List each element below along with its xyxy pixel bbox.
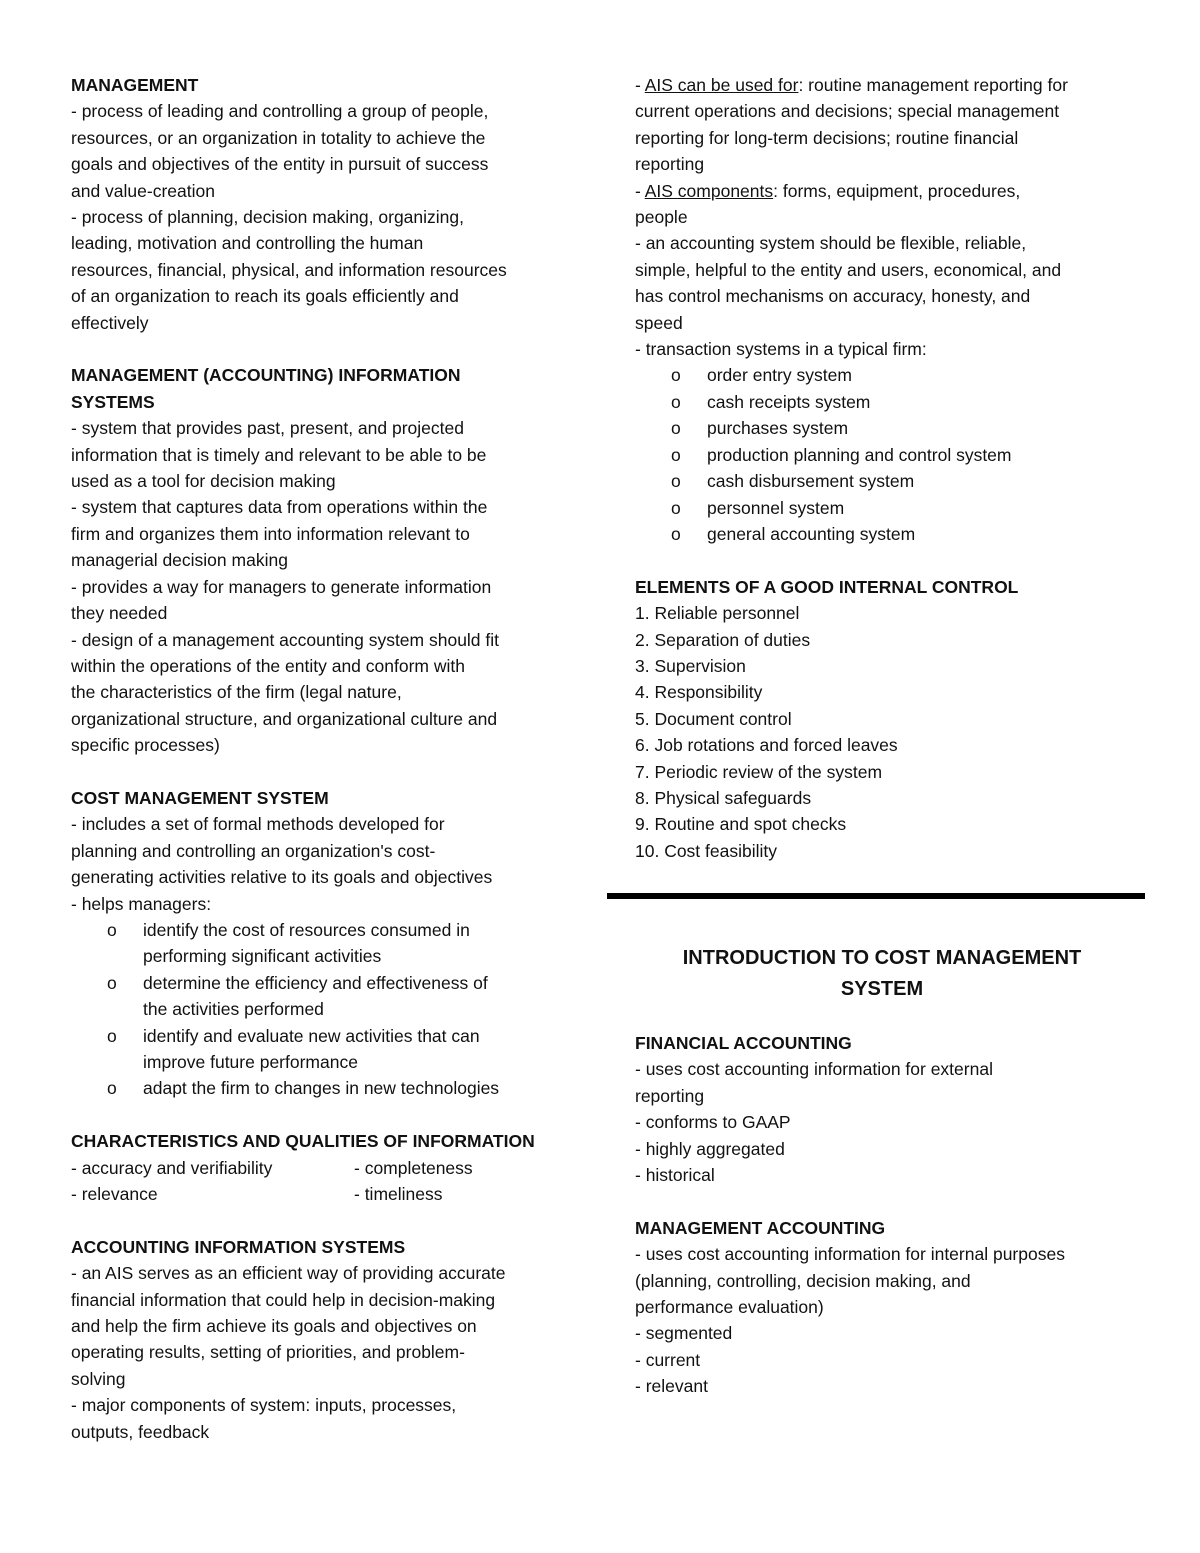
- text-line: and help the firm achieve its goals and objectives on: [71, 1316, 477, 1337]
- section-heading: SYSTEMS: [71, 391, 155, 412]
- bullet-item: [71, 1075, 581, 1101]
- section-heading: MANAGEMENT ACCOUNTING: [635, 1217, 886, 1238]
- bullet-marker: o: [671, 391, 681, 412]
- text-line: within the operations of the entity and conform with: [71, 655, 465, 676]
- bullet-marker: o: [671, 471, 681, 492]
- text-line: outputs, feedback: [71, 1421, 210, 1442]
- bullet-text: improve future performance: [143, 1052, 358, 1072]
- bullet-item: [71, 1023, 581, 1076]
- text-line: organizational structure, and organizational culture and: [71, 708, 498, 729]
- text-line: used as a tool for decision making: [71, 471, 336, 492]
- bullet-item: [71, 970, 581, 1023]
- bullet-item: [635, 415, 1155, 441]
- list-item: 5. Document control: [635, 708, 792, 729]
- text-fragment: : routine management reporting for: [798, 75, 1068, 95]
- bullet-item: [71, 917, 581, 970]
- list-item: 9. Routine and spot checks: [635, 814, 847, 835]
- title-line: SYSTEM: [840, 978, 924, 1000]
- text-line: financial information that could help in decision-making: [71, 1289, 496, 1310]
- text-line: - major components of system: inputs, processes,: [71, 1395, 457, 1416]
- text-line: the characteristics of the firm (legal nature,: [71, 682, 402, 703]
- text-line: of an organization to reach its goals efficiently and: [71, 286, 459, 307]
- list-item: 6. Job rotations and forced leaves: [635, 735, 898, 756]
- financial-accounting-section: [635, 1030, 1155, 1188]
- text-line: they needed: [71, 603, 168, 624]
- underlined-label: AIS components: [644, 180, 774, 201]
- text-line: - process of leading and controlling a group of people,: [71, 101, 489, 122]
- quality-item: - completeness: [354, 1157, 473, 1178]
- text-line: information that is timely and relevant to be able to be: [71, 444, 487, 465]
- bullet-marker: o: [671, 418, 681, 439]
- quality-item: - timeliness: [354, 1184, 443, 1205]
- text-line: resources, or an organization in totality to achieve the: [71, 127, 486, 148]
- right-column: [635, 72, 1155, 864]
- text-line: - historical: [635, 1165, 715, 1186]
- text-line: - relevant: [635, 1376, 708, 1397]
- list-item: 1. Reliable personnel: [635, 603, 800, 624]
- text-line: planning and controlling an organization's cost-: [71, 840, 436, 861]
- text-line: speed: [635, 312, 683, 333]
- text-line: - an AIS serves as an efficient way of providing accurate: [71, 1263, 506, 1284]
- text-line: people: [635, 207, 688, 228]
- text-line: and value-creation: [71, 180, 215, 201]
- bullet-item: [635, 442, 1155, 468]
- section-heading: MANAGEMENT (ACCOUNTING) INFORMATION: [71, 365, 461, 386]
- quality-row: [71, 1181, 581, 1207]
- text-line: simple, helpful to the entity and users, economical, and: [635, 259, 1062, 280]
- quality-item: - relevance: [71, 1184, 158, 1205]
- text-line: generating activities relative to its goals and objectives: [71, 867, 493, 888]
- text-line: - uses cost accounting information for internal purposes: [635, 1244, 1065, 1265]
- text-line: - conforms to GAAP: [635, 1112, 791, 1133]
- text-line: - an accounting system should be flexible, reliable,: [635, 233, 1027, 254]
- section-heading: FINANCIAL ACCOUNTING: [635, 1033, 852, 1053]
- left-column: [71, 72, 581, 1445]
- text-line: - uses cost accounting information for external: [635, 1059, 993, 1080]
- bullet-marker: o: [107, 972, 117, 993]
- section-heading: MANAGEMENT: [71, 75, 199, 95]
- text-line: managerial decision making: [71, 550, 288, 571]
- section-divider: [607, 893, 1145, 899]
- text-line: - transaction systems in a typical firm:: [635, 339, 927, 360]
- text-line: [635, 72, 1155, 98]
- bullet-text: production planning and control system: [707, 444, 1012, 465]
- bullet-text: performing significant activities: [143, 946, 382, 967]
- bullet-text: the activities performed: [143, 999, 324, 1020]
- bullet-text: adapt the firm to changes in new technologies: [143, 1078, 500, 1099]
- list-item: 3. Supervision: [635, 655, 746, 676]
- bullet-text: identify the cost of resources consumed in: [143, 919, 470, 940]
- text-line: - highly aggregated: [635, 1138, 785, 1159]
- bullet-item: [635, 389, 1155, 415]
- text-line: reporting: [635, 1085, 705, 1106]
- text-line: has control mechanisms on accuracy, honesty, and: [635, 286, 1031, 307]
- text-line: resources, financial, physical, and information resources: [71, 259, 507, 280]
- text-line: effectively: [71, 312, 149, 333]
- text-line: operating results, setting of priorities, and problem-: [71, 1342, 465, 1363]
- internal-control-section: [635, 574, 1155, 864]
- bullet-text: identify and evaluate new activities that can: [143, 1025, 480, 1046]
- text-line: - system that provides past, present, and projected: [71, 418, 464, 439]
- text-fragment: : forms, equipment, procedures,: [773, 180, 1021, 201]
- dash: -: [635, 180, 645, 201]
- underlined-label: AIS can be used for: [644, 75, 799, 95]
- text-line: - design of a management accounting system should fit: [71, 629, 500, 650]
- list-item: 4. Responsibility: [635, 682, 763, 703]
- text-line: leading, motivation and controlling the human: [71, 233, 424, 254]
- bullet-text: personnel system: [707, 497, 845, 518]
- list-item: 10. Cost feasibility: [635, 840, 778, 861]
- bullet-item: [635, 521, 1155, 547]
- management-accounting-section: [635, 1215, 1155, 1400]
- ais-components-section: [635, 178, 1155, 231]
- text-line: - process of planning, decision making, organizing,: [71, 207, 464, 228]
- characteristics-section: [71, 1128, 581, 1207]
- text-line: - helps managers:: [71, 893, 212, 914]
- quality-row: [71, 1155, 581, 1181]
- management-section: [71, 72, 581, 336]
- bullet-marker: o: [107, 1025, 117, 1046]
- title-line: INTRODUCTION TO COST MANAGEMENT: [682, 947, 1082, 969]
- bullet-item: [635, 495, 1155, 521]
- text-line: - current: [635, 1349, 701, 1370]
- text-line: current operations and decisions; special management: [635, 101, 1060, 122]
- text-line: (planning, controlling, decision making, and: [635, 1270, 971, 1291]
- bullet-text: general accounting system: [707, 523, 916, 544]
- list-item: 7. Periodic review of the system: [635, 761, 883, 782]
- ais-more-section: [635, 230, 1155, 547]
- text-line: - includes a set of formal methods developed for: [71, 814, 445, 835]
- cms-section: [71, 785, 581, 1102]
- section-heading: COST MANAGEMENT SYSTEM: [71, 787, 329, 808]
- text-line: - segmented: [635, 1323, 733, 1344]
- bullet-marker: o: [671, 523, 681, 544]
- ais-uses-section: [635, 72, 1155, 178]
- bullet-text: cash receipts system: [707, 391, 871, 412]
- bullet-text: order entry system: [707, 365, 852, 386]
- text-line: reporting: [635, 154, 705, 175]
- section-heading: ELEMENTS OF A GOOD INTERNAL CONTROL: [635, 576, 1019, 597]
- text-line: goals and objectives of the entity in pursuit of success: [71, 154, 489, 175]
- text-line: specific processes): [71, 735, 220, 756]
- bullet-marker: o: [671, 365, 681, 386]
- bullet-item: [635, 362, 1155, 388]
- quality-item: - accuracy and verifiability: [71, 1157, 273, 1178]
- ais-section: [71, 1234, 581, 1445]
- text-line: reporting for long-term decisions; routine financial: [635, 127, 1019, 148]
- bullet-text: cash disbursement system: [707, 471, 915, 492]
- text-line: - provides a way for managers to generate information: [71, 576, 492, 597]
- text-line: firm and organizes them into information relevant to: [71, 523, 470, 544]
- right-column-lower: [635, 1030, 1155, 1400]
- bullet-text: purchases system: [707, 418, 849, 439]
- text-line: [635, 178, 1155, 204]
- bullet-marker: o: [671, 497, 681, 518]
- bullet-text: determine the efficiency and effectiveness of: [143, 972, 488, 993]
- mis-section: [71, 362, 581, 758]
- page-title: [640, 943, 1124, 1005]
- bullet-marker: o: [671, 444, 681, 465]
- text-line: performance evaluation): [635, 1297, 824, 1318]
- dash: -: [635, 75, 645, 95]
- bullet-marker: o: [107, 919, 117, 940]
- list-item: 2. Separation of duties: [635, 629, 811, 650]
- bullet-item: [635, 468, 1155, 494]
- section-heading: ACCOUNTING INFORMATION SYSTEMS: [71, 1236, 406, 1257]
- text-line: - system that captures data from operations within the: [71, 497, 488, 518]
- bullet-marker: o: [107, 1078, 117, 1099]
- text-line: solving: [71, 1368, 126, 1389]
- section-heading: CHARACTERISTICS AND QUALITIES OF INFORMATION: [71, 1131, 535, 1152]
- list-item: 8. Physical safeguards: [635, 787, 812, 808]
